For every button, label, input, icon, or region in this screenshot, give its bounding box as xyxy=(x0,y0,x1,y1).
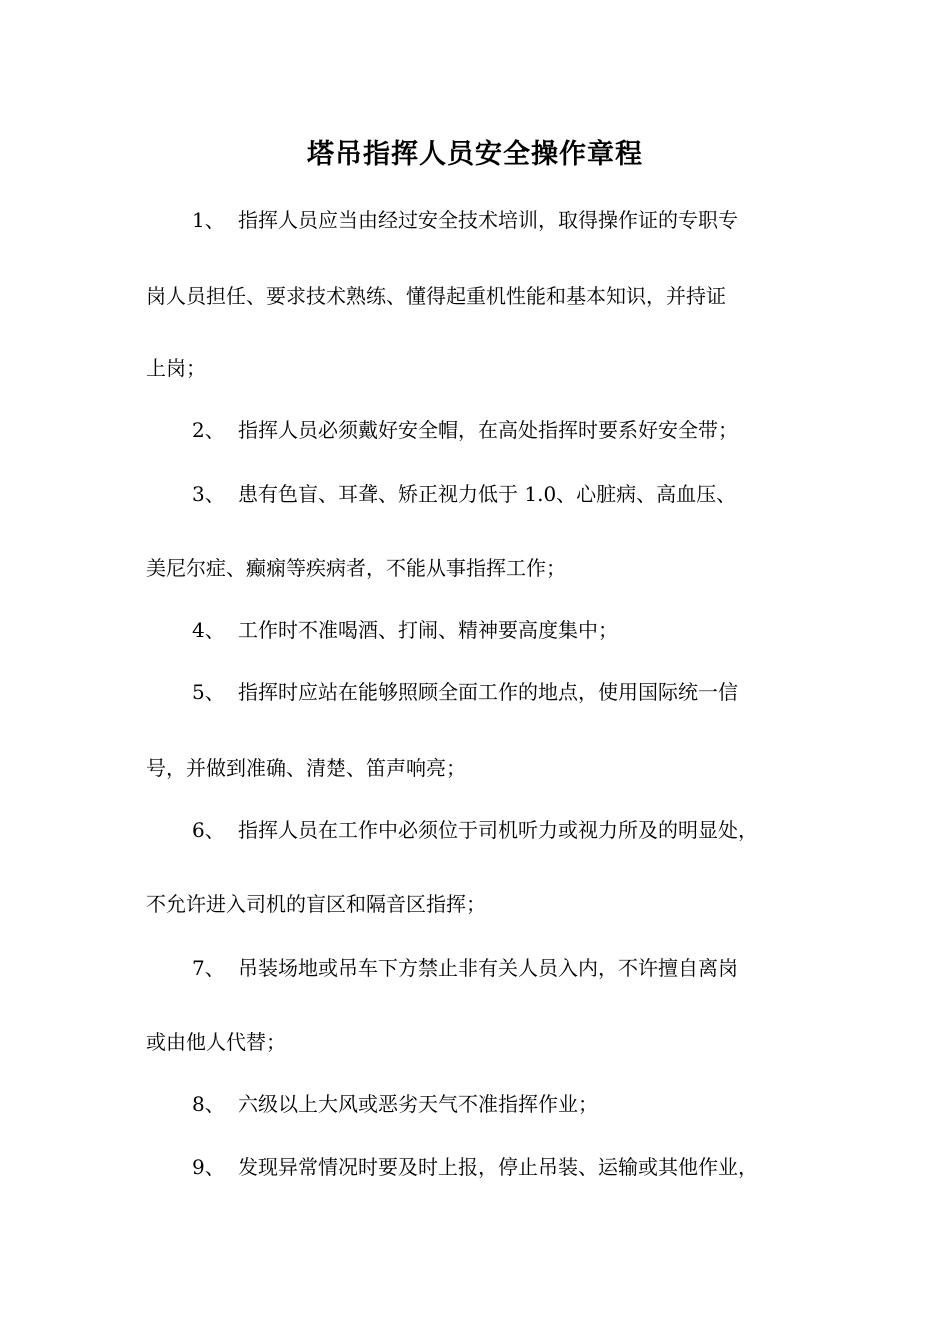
item-number-7: 7、 xyxy=(192,956,225,980)
item-text: 吊装场地或吊车下方禁止非有关人员入内，不许擅自离岗 xyxy=(238,956,738,980)
item-number-8: 8、 xyxy=(192,1092,225,1116)
item-text: 发现异常情况时要及时上报，停止吊装、运输或其他作业， xyxy=(238,1155,758,1179)
item-number-6: 6、 xyxy=(192,818,225,842)
list-item-3-line-2: 美尼尔症、癫痫等疾病者，不能从事指挥工作； xyxy=(146,556,566,580)
item-number-1: 1、 xyxy=(192,208,225,232)
list-item-7-line-2: 或由他人代替； xyxy=(146,1030,286,1054)
list-item-1-line-3: 上岗； xyxy=(146,356,206,380)
list-item-1-line-1 xyxy=(192,208,738,232)
list-item-9-line-1 xyxy=(192,1155,758,1179)
list-item-1-line-2: 岗人员担任、要求技术熟练、懂得起重机性能和基本知识，并持证 xyxy=(146,284,726,308)
item-number-5: 5、 xyxy=(192,680,225,704)
list-item-6-line-1 xyxy=(192,818,758,842)
item-text: 指挥人员应当由经过安全技术培训，取得操作证的专职专 xyxy=(238,208,738,232)
list-item-8-line-1 xyxy=(192,1092,598,1116)
list-item-6-line-2: 不允许进入司机的盲区和隔音区指挥； xyxy=(146,892,486,916)
item-number-2: 2、 xyxy=(192,418,225,442)
item-text: 指挥时应站在能够照顾全面工作的地点，使用国际统一信 xyxy=(238,680,738,704)
item-number-9: 9、 xyxy=(192,1155,225,1179)
item-number-3: 3、 xyxy=(192,482,225,506)
list-item-4-line-1 xyxy=(192,618,618,642)
list-item-5-line-2: 号，并做到准确、清楚、笛声响亮； xyxy=(146,756,466,780)
item-text: 工作时不准喝酒、打闹、精神要高度集中； xyxy=(238,618,618,642)
list-item-7-line-1 xyxy=(192,956,738,980)
item-number-4: 4、 xyxy=(192,618,225,642)
item-text: 患有色盲、耳聋、矫正视力低于 1.0、心脏病、高血压、 xyxy=(238,482,737,506)
item-text: 六级以上大风或恶劣天气不准指挥作业； xyxy=(238,1092,598,1116)
list-item-3-line-1 xyxy=(192,482,736,506)
item-text: 指挥人员在工作中必须位于司机听力或视力所及的明显处， xyxy=(238,818,758,842)
page-title: 塔吊指挥人员安全操作章程 xyxy=(307,139,643,170)
item-text: 指挥人员必须戴好安全帽，在高处指挥时要系好安全带； xyxy=(238,418,738,442)
list-item-2-line-1 xyxy=(192,418,738,442)
list-item-5-line-1 xyxy=(192,680,738,704)
